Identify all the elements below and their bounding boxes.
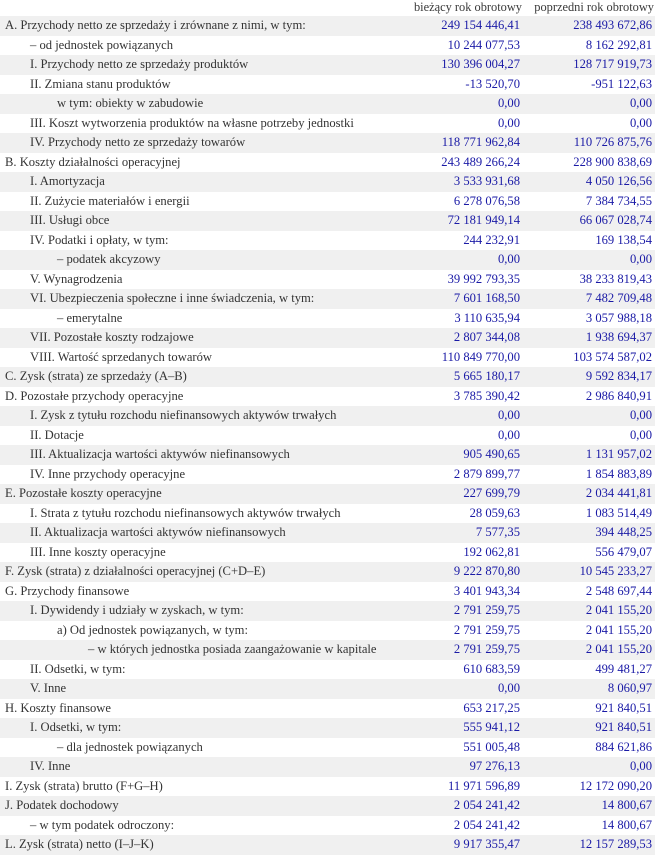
table-row [0,777,655,797]
row-label: VIII. Wartość sprzedanych towarów [0,348,393,368]
row-label: III. Aktualizacja wartości aktywów niefinansowych [0,445,393,465]
previous-year-header: poprzedni rok obrotowy [534,0,654,14]
current-year-value: 28 059,63 [393,504,523,524]
table-row [0,796,655,816]
table-row [0,289,655,309]
previous-year-value: 228 900 838,69 [523,153,655,173]
current-year-value: 72 181 949,14 [393,211,523,231]
row-label: H. Koszty finansowe [0,699,393,719]
previous-year-value: 0,00 [523,94,655,114]
row-label: II. Dotacje [0,426,393,446]
row-label: III. Koszt wytworzenia produktów na własne potrzeby jednostki [0,114,393,134]
current-year-value: 7 577,35 [393,523,523,543]
current-year-value: 2 791 259,75 [393,601,523,621]
table-row [0,406,655,426]
row-label: E. Pozostałe koszty operacyjne [0,484,393,504]
table-row [0,484,655,504]
table-row [0,426,655,446]
row-label: G. Przychody finansowe [0,582,393,602]
row-label: V. Inne [0,679,393,699]
label-column-header [0,0,393,16]
previous-year-value: -951 122,63 [523,75,655,95]
row-label: – w tym podatek odroczony: [0,816,393,836]
table-row [0,445,655,465]
current-year-value: 2 791 259,75 [393,640,523,660]
row-label: – dla jednostek powiązanych [0,738,393,758]
previous-year-value: 9 592 834,17 [523,367,655,387]
current-year-value: 0,00 [393,426,523,446]
previous-year-value: 2 548 697,44 [523,582,655,602]
previous-year-value: 110 726 875,76 [523,133,655,153]
previous-year-value: 2 041 155,20 [523,601,655,621]
table-row [0,582,655,602]
previous-year-value: 394 448,25 [523,523,655,543]
previous-year-value: 12 172 090,20 [523,777,655,797]
current-year-value: 610 683,59 [393,660,523,680]
table-row [0,16,655,36]
previous-year-value: 0,00 [523,114,655,134]
table-row [0,75,655,95]
current-year-value: 244 232,91 [393,231,523,251]
previous-year-value: 2 041 155,20 [523,621,655,641]
row-label: I. Dywidendy i udziały w zyskach, w tym: [0,601,393,621]
current-year-value: 5 665 180,17 [393,367,523,387]
row-label: I. Amortyzacja [0,172,393,192]
current-year-value: 249 154 446,41 [393,16,523,36]
table-row [0,738,655,758]
row-label: II. Aktualizacja wartości aktywów niefinansowych [0,523,393,543]
previous-year-value: 1 854 883,89 [523,465,655,485]
previous-year-value: 7 384 734,55 [523,192,655,212]
row-label: L. Zysk (strata) netto (I–J–K) [0,835,393,855]
table-row [0,36,655,56]
table-row [0,172,655,192]
previous-year-value: 3 057 988,18 [523,309,655,329]
current-year-value: 0,00 [393,94,523,114]
previous-year-value: 14 800,67 [523,796,655,816]
previous-year-value: 921 840,51 [523,718,655,738]
row-label: III. Inne koszty operacyjne [0,543,393,563]
previous-year-value: 4 050 126,56 [523,172,655,192]
current-year-value: 905 490,65 [393,445,523,465]
table-row [0,309,655,329]
table-row [0,55,655,75]
current-year-value: 97 276,13 [393,757,523,777]
table-row [0,621,655,641]
previous-year-value: 499 481,27 [523,660,655,680]
current-year-value: 7 601 168,50 [393,289,523,309]
row-label: – podatek akcyzowy [0,250,393,270]
current-year-value: 2 807 344,08 [393,328,523,348]
table-row [0,835,655,855]
table-row [0,660,655,680]
current-year-value: 243 489 266,24 [393,153,523,173]
row-label: IV. Inne przychody operacyjne [0,465,393,485]
table-row [0,211,655,231]
row-label: II. Zużycie materiałów i energii [0,192,393,212]
table-row [0,601,655,621]
row-label: – w których jednostka posiada zaangażowanie w kapitale [0,640,393,660]
row-label: VII. Pozostałe koszty rodzajowe [0,328,393,348]
current-year-value: 9 917 355,47 [393,835,523,855]
current-year-value: 0,00 [393,114,523,134]
table-row [0,153,655,173]
row-label: F. Zysk (strata) z działalności operacyjnej (C+D–E) [0,562,393,582]
table-row [0,543,655,563]
previous-year-value: 0,00 [523,757,655,777]
table-row [0,523,655,543]
table-row [0,348,655,368]
table-row [0,367,655,387]
current-year-value: 3 401 943,34 [393,582,523,602]
current-year-value: 6 278 076,58 [393,192,523,212]
previous-year-value: 1 938 694,37 [523,328,655,348]
previous-year-value: 1 131 957,02 [523,445,655,465]
current-year-value: 9 222 870,80 [393,562,523,582]
table-row [0,192,655,212]
table-row [0,133,655,153]
previous-year-value: 2 034 441,81 [523,484,655,504]
row-label: w tym: obiekty w zabudowie [0,94,393,114]
row-label: IV. Przychody netto ze sprzedaży towarów [0,133,393,153]
current-year-value: 3 110 635,94 [393,309,523,329]
previous-year-value: 7 482 709,48 [523,289,655,309]
row-label: – emerytalne [0,309,393,329]
table-row [0,562,655,582]
previous-year-value: 0,00 [523,426,655,446]
row-label: C. Zysk (strata) ze sprzedaży (A–B) [0,367,393,387]
current-year-value: 2 054 241,42 [393,816,523,836]
current-year-value: 3 785 390,42 [393,387,523,407]
current-year-value: 10 244 077,53 [393,36,523,56]
previous-year-value: 128 717 919,73 [523,55,655,75]
previous-year-value: 884 621,86 [523,738,655,758]
current-year-value: 2 054 241,42 [393,796,523,816]
row-label: a) Od jednostek powiązanych, w tym: [0,621,393,641]
previous-year-value: 169 138,54 [523,231,655,251]
current-year-value: 130 396 004,27 [393,55,523,75]
row-label: J. Podatek dochodowy [0,796,393,816]
row-label: I. Zysk (strata) brutto (F+G–H) [0,777,393,797]
previous-year-value: 8 060,97 [523,679,655,699]
row-label: IV. Podatki i opłaty, w tym: [0,231,393,251]
current-year-value: 555 941,12 [393,718,523,738]
previous-year-value: 1 083 514,49 [523,504,655,524]
row-label: A. Przychody netto ze sprzedaży i zrównane z nimi, w tym: [0,16,393,36]
row-label: IV. Inne [0,757,393,777]
current-year-value: 192 062,81 [393,543,523,563]
previous-year-value: 12 157 289,53 [523,835,655,855]
current-year-value: 2 879 899,77 [393,465,523,485]
table-row [0,328,655,348]
current-year-value: 11 971 596,89 [393,777,523,797]
previous-year-value: 8 162 292,81 [523,36,655,56]
previous-year-value: 66 067 028,74 [523,211,655,231]
table-row [0,465,655,485]
current-year-header: bieżący rok obrotowy [413,0,522,14]
current-year-value: 0,00 [393,679,523,699]
row-label: I. Zysk z tytułu rozchodu niefinansowych aktywów trwałych [0,406,393,426]
current-year-value: 110 849 770,00 [393,348,523,368]
current-year-value: 0,00 [393,250,523,270]
table-header-row [0,0,655,16]
row-label: V. Wynagrodzenia [0,270,393,290]
current-year-value: -13 520,70 [393,75,523,95]
table-row [0,679,655,699]
table-row [0,231,655,251]
table-row [0,718,655,738]
table-row [0,699,655,719]
row-label: II. Zmiana stanu produktów [0,75,393,95]
row-label: – od jednostek powiązanych [0,36,393,56]
table-row [0,94,655,114]
current-year-value: 118 771 962,84 [393,133,523,153]
current-year-value: 39 992 793,35 [393,270,523,290]
row-label: I. Przychody netto ze sprzedaży produktów [0,55,393,75]
previous-year-value: 0,00 [523,406,655,426]
table-row [0,250,655,270]
previous-year-value: 556 479,07 [523,543,655,563]
previous-year-value: 10 545 233,27 [523,562,655,582]
previous-year-value: 238 493 672,86 [523,16,655,36]
current-year-value: 653 217,25 [393,699,523,719]
table-row [0,387,655,407]
previous-year-value: 14 800,67 [523,816,655,836]
current-year-value: 551 005,48 [393,738,523,758]
row-label: D. Pozostałe przychody operacyjne [0,387,393,407]
previous-year-value: 38 233 819,43 [523,270,655,290]
table-row [0,504,655,524]
current-year-value: 227 699,79 [393,484,523,504]
table-row [0,640,655,660]
table-row [0,816,655,836]
table-row [0,270,655,290]
previous-year-value: 103 574 587,02 [523,348,655,368]
previous-year-value: 0,00 [523,250,655,270]
current-year-value: 0,00 [393,406,523,426]
row-label: I. Strata z tytułu rozchodu niefinansowych aktywów trwałych [0,504,393,524]
table-row [0,757,655,777]
table-row [0,114,655,134]
previous-year-value: 921 840,51 [523,699,655,719]
row-label: I. Odsetki, w tym: [0,718,393,738]
previous-year-value: 2 986 840,91 [523,387,655,407]
row-label: VI. Ubezpieczenia społeczne i inne świadczenia, w tym: [0,289,393,309]
row-label: B. Koszty działalności operacyjnej [0,153,393,173]
current-year-value: 3 533 931,68 [393,172,523,192]
row-label: III. Usługi obce [0,211,393,231]
row-label: II. Odsetki, w tym: [0,660,393,680]
current-year-value: 2 791 259,75 [393,621,523,641]
previous-year-value: 2 041 155,20 [523,640,655,660]
table-body [0,16,655,855]
